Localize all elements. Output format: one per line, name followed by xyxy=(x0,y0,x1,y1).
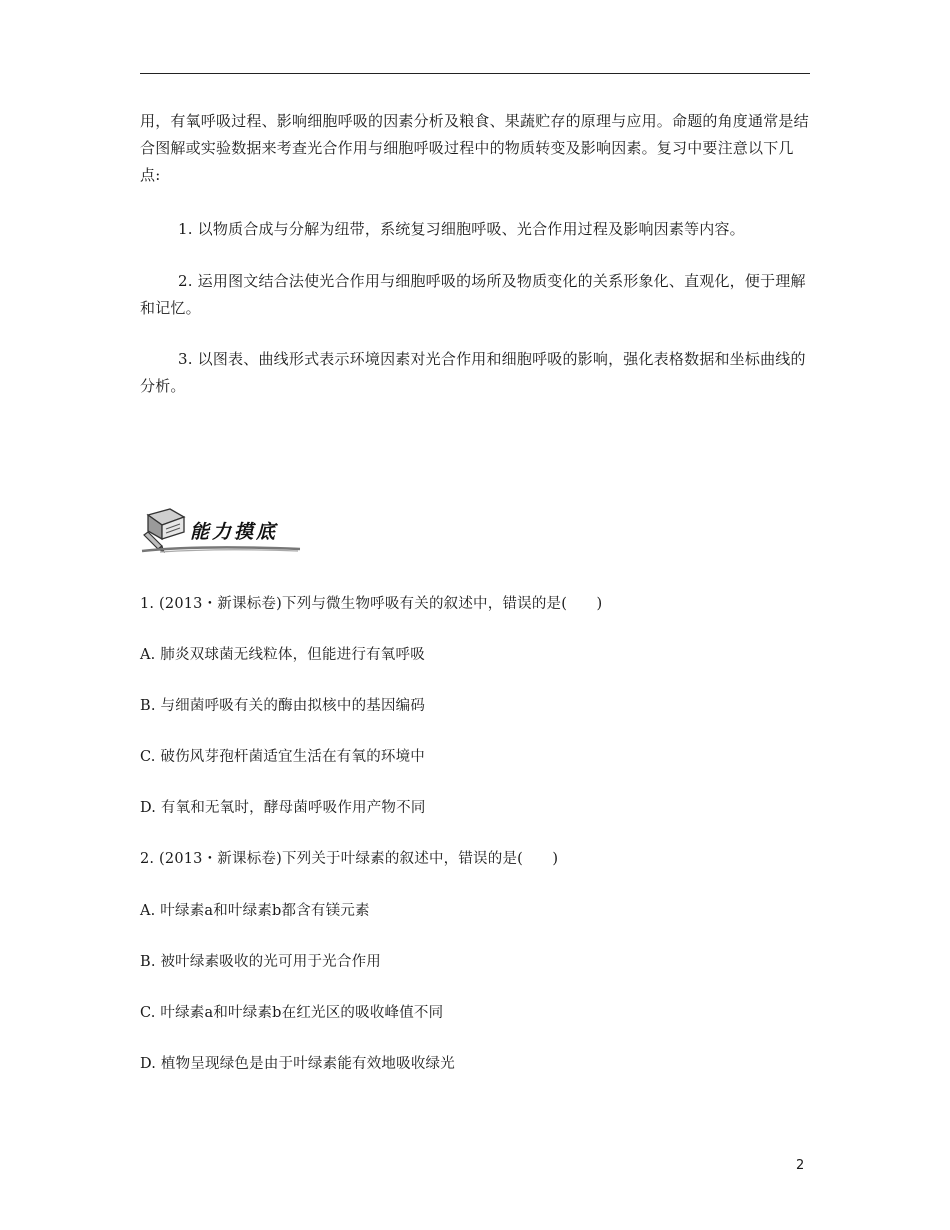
header-rule xyxy=(140,73,810,74)
question-2-option-d: D. 植物呈现绿色是由于叶绿素能有效地吸收绿光 xyxy=(140,1056,455,1072)
question-2-option-c: C. 叶绿素a和叶绿素b在红光区的吸收峰值不同 xyxy=(140,1005,444,1021)
section-title: 能力摸底 xyxy=(190,521,279,543)
question-1-option-b: B. 与细菌呼吸有关的酶由拟核中的基因编码 xyxy=(140,698,426,714)
page-number: 2 xyxy=(796,1158,805,1173)
section-header xyxy=(140,505,310,555)
question-1-stem: 1. (2013・新课标卷)下列与微生物呼吸有关的叙述中，错误的是( ) xyxy=(140,596,603,612)
point-3: 3. 以图表、曲线形式表示环境因素对光合作用和细胞呼吸的影响，强化表格数据和坐标曲线的分析。 xyxy=(140,350,806,395)
intro-paragraph: 用，有氧呼吸过程、影响细胞呼吸的因素分析及粮食、果蔬贮存的原理与应用。命题的角度通常是结合图解或实验数据来考查光合作用与细胞呼吸过程中的物质转变及影响因素。复习中要注意以下几点: xyxy=(140,112,809,184)
question-2-option-b: B. 被叶绿素吸收的光可用于光合作用 xyxy=(140,954,381,970)
question-1-option-d: D. 有氧和无氧时，酵母菌呼吸作用产物不同 xyxy=(140,800,426,816)
question-1-option-c: C. 破伤风芽孢杆菌适宜生活在有氧的环境中 xyxy=(140,749,425,765)
question-2-stem: 2. (2013・新课标卷)下列关于叶绿素的叙述中，错误的是( ) xyxy=(140,851,559,867)
point-1: 1. 以物质合成与分解为纽带，系统复习细胞呼吸、光合作用过程及影响因素等内容。 xyxy=(178,220,745,238)
point-2: 2. 运用图文结合法使光合作用与细胞呼吸的场所及物质变化的关系形象化、直观化，便于理解和记忆。 xyxy=(140,272,806,317)
question-1-option-a: A. 肺炎双球菌无线粒体，但能进行有氧呼吸 xyxy=(140,647,425,663)
question-2-option-a: A. 叶绿素a和叶绿素b都含有镁元素 xyxy=(140,903,370,919)
